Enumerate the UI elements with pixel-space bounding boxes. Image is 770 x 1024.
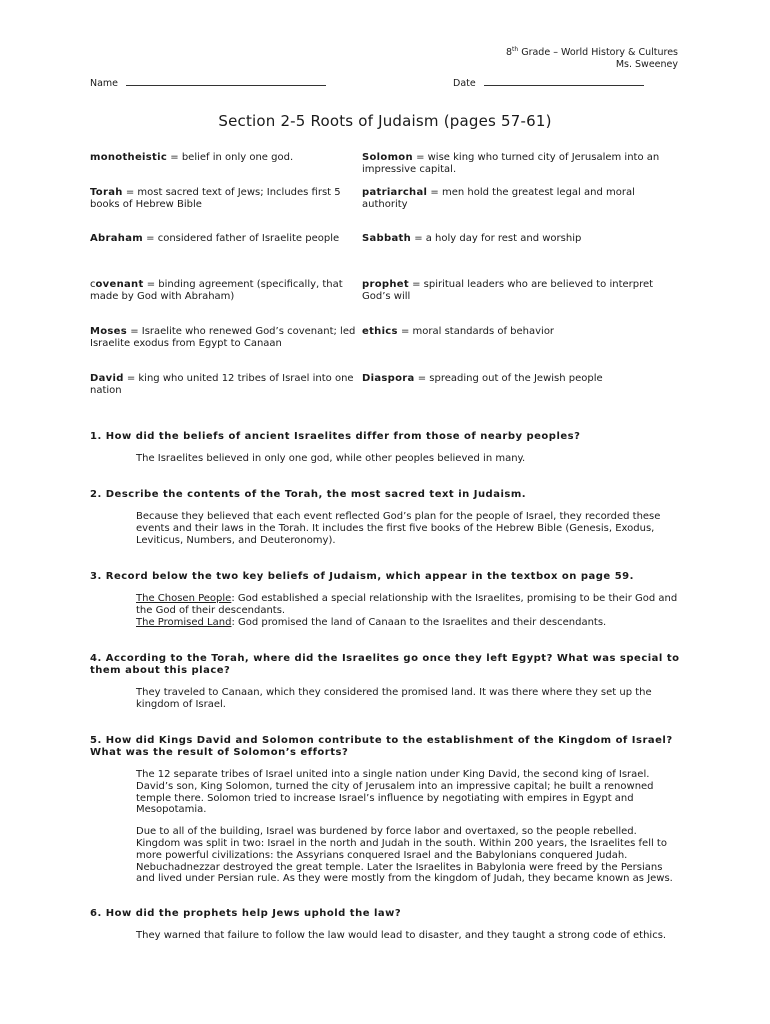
belief-description: : God established a special relationship with the Israelites, promising to be their God and the God of their descendants.: [136, 593, 678, 616]
belief-label: The Promised Land: [136, 616, 232, 628]
answer-paragraph: Due to all of the building, Israel was burdened by force labor and overtaxed, so the people rebelled. Kingdom was split in two: Israel in the north and Judah in the south. Within 200 years, the Israelites fell to more powerful civilizations: the Assyrians conquered Israel and the Babylonians conquered Judah. Nebuchadnezzar destroyed the great temple. Later the Israelites in Babylonia were freed by the Persians and lived under Persian rule. As they were mostly from the kingdom of Judah, they became known as Jews.: [136, 826, 673, 885]
answer-paragraph: Because they believed that each event reflected God’s plan for the people of Israel, they recorded these events and their laws in the Torah. It includes the first five books of the Hebrew Bible (Genesis, Exodus, Leviticus, Numbers, and Deuteronomy).: [136, 511, 661, 546]
date-label: Date: [453, 78, 476, 89]
course-line: [506, 44, 678, 59]
vocab-term: ovenant: [95, 279, 144, 290]
vocab-term-prefix: c: [90, 279, 96, 290]
grade-number: 8: [506, 47, 513, 59]
name-field: [90, 76, 326, 89]
answer-paragraph: They traveled to Canaan, which they considered the promised land. It was there where they set up the kingdom of Israel.: [136, 687, 652, 710]
date-blank[interactable]: [484, 76, 644, 86]
vocab-definition: = belief in only one god.: [167, 152, 294, 163]
vocab-term: patriarchal: [362, 187, 428, 198]
answer-text: [136, 930, 680, 942]
vocab-patriarchal: [362, 187, 680, 233]
vocab-definition: = men hold the greatest legal and moral authority: [362, 187, 635, 210]
question-text: 3. Record below the two key beliefs of Judaism, which appear in the textbox on page 59.: [90, 571, 634, 582]
vocab-term: Abraham: [90, 233, 143, 244]
answer-text: [136, 511, 680, 546]
question-2: [90, 489, 680, 556]
vocab-abraham: [90, 233, 362, 279]
vocab-term: Sabbath: [362, 233, 412, 244]
vocab-definition: = binding agreement (specifically, that made by God with Abraham): [90, 279, 343, 302]
vocab-prophet: [362, 279, 680, 326]
vocab-definition: = spreading out of the Jewish people: [414, 373, 603, 384]
question-text: 2. Describe the contents of the Torah, the most sacred text in Judaism.: [90, 489, 527, 500]
vocab-diaspora: [362, 373, 680, 413]
answer-paragraph: The Israelites believed in only one god, while other peoples believed in many.: [136, 453, 526, 464]
vocab-term: Diaspora: [362, 373, 415, 384]
page-title: Section 2-5 Roots of Judaism (pages 57-61): [218, 112, 552, 130]
vocab-torah: [90, 187, 362, 233]
question-text: 1. How did the beliefs of ancient Israelites differ from those of nearby peoples?: [90, 431, 581, 442]
vocab-term: monotheistic: [90, 152, 168, 163]
question-5: [90, 735, 680, 895]
answer-paragraph: The 12 separate tribes of Israel united into a single nation under King David, the second king of Israel. David’s son, King Solomon, turned the city of Jerusalem into an impressive capital; he built a renowned temple there. Solomon tried to increase Israel’s influence by negotiating with empires in Egypt and Mesopotamia.: [136, 769, 654, 816]
answer-text: [136, 453, 680, 465]
vocab-term: David: [90, 373, 124, 384]
course-name: Grade – World History & Cultures: [518, 47, 678, 59]
vocab-solomon: [362, 152, 680, 187]
vocab-definition: = wise king who turned city of Jerusalem into an impressive capital.: [362, 152, 660, 175]
vocab-ethics: [362, 326, 680, 373]
belief-label: The Chosen People: [136, 593, 232, 604]
name-blank[interactable]: [126, 76, 326, 86]
vocab-monotheistic: [90, 152, 362, 187]
vocab-term: ethics: [362, 326, 398, 337]
grade-suffix: th: [512, 46, 519, 53]
question-text: 5. How did Kings David and Solomon contribute to the establishment of the Kingdom of Israel? What was the result of Solomon’s efforts?: [90, 735, 673, 758]
vocab-covenant: [90, 279, 362, 326]
vocabulary-grid: [90, 152, 690, 413]
vocab-david: [90, 373, 362, 413]
vocab-term: Moses: [90, 326, 128, 337]
question-4: [90, 653, 680, 721]
vocab-definition: = most sacred text of Jews; Includes first 5 books of Hebrew Bible: [90, 187, 341, 210]
vocab-definition: = moral standards of behavior: [397, 326, 555, 337]
question-1: [90, 431, 680, 475]
vocab-term: Solomon: [362, 152, 413, 163]
belief-description: : God promised the land of Canaan to the Israelites and their descendants.: [231, 616, 607, 628]
answer-text: [136, 593, 680, 628]
question-text: 6. How did the prophets help Jews uphold the law?: [90, 908, 402, 919]
question-text: 4. According to the Torah, where did the Israelites go once they left Egypt? What was special to them about this place?: [90, 653, 680, 676]
vocab-definition: = a holy day for rest and worship: [411, 233, 582, 244]
question-6: [90, 908, 680, 952]
vocab-term: Torah: [90, 187, 123, 198]
answer-text: [136, 687, 680, 711]
date-field: [453, 76, 644, 89]
vocab-definition: = king who united 12 tribes of Israel into one nation: [90, 373, 354, 396]
name-label: Name: [90, 78, 119, 89]
vocab-definition: = considered father of Israelite people: [142, 233, 340, 244]
vocab-definition: = Israelite who renewed God’s covenant; led Israelite exodus from Egypt to Canaan: [90, 326, 356, 349]
vocab-sabbath: [362, 233, 680, 279]
vocab-moses: [90, 326, 362, 373]
belief-chosen-people: [136, 593, 680, 617]
answer-text: [136, 769, 680, 885]
vocab-definition: = spiritual leaders who are believed to interpret God’s will: [362, 279, 654, 302]
teacher-name: Ms. Sweeney: [615, 59, 678, 71]
question-3: [90, 571, 680, 628]
course-header: [506, 44, 678, 71]
belief-promised-land: [136, 617, 680, 629]
vocab-term: prophet: [362, 279, 409, 290]
answer-paragraph: They warned that failure to follow the law would lead to disaster, and they taught a strong code of ethics.: [136, 930, 667, 941]
